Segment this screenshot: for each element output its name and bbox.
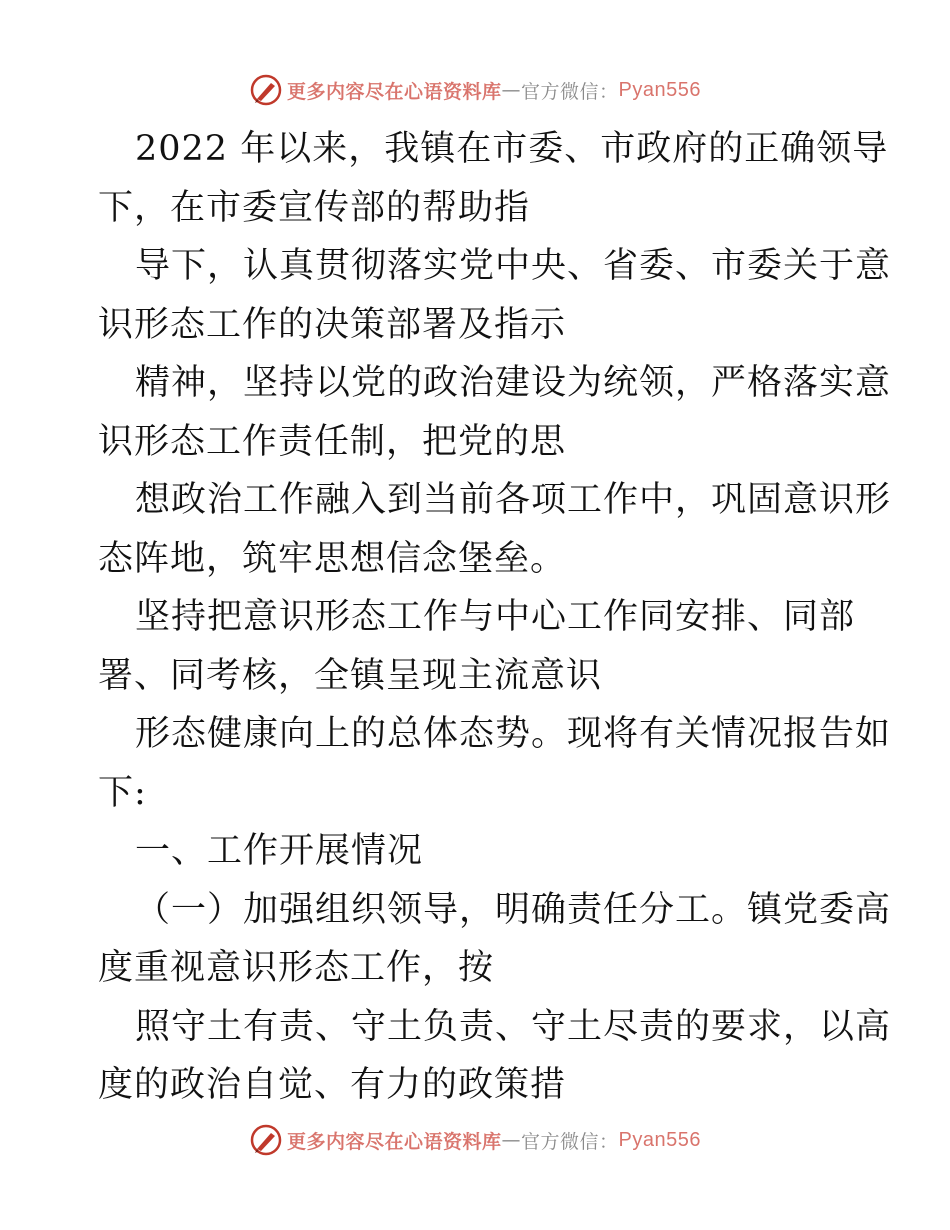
- banner-dash: —: [501, 79, 522, 101]
- header-watermark-banner: [0, 70, 950, 110]
- text-line: 照守土有责、守土负责、守土尽责的要求，以高: [135, 1006, 892, 1047]
- text-line: 一、工作开展情况: [135, 831, 424, 871]
- text-line: 度重视意识形态工作，按: [98, 948, 495, 988]
- text-line: 识形态工作责任制，把党的思: [98, 421, 567, 462]
- pen-logo-icon: [249, 1123, 283, 1157]
- text-line: 精神，坚持以党的政治建设为统领，严格落实意: [135, 363, 892, 403]
- text-line: 态阵地，筑牢思想信念堡垒。: [98, 538, 567, 579]
- text-line: 署、同考核，全镇呈现主流意识: [98, 655, 603, 696]
- text-line: 导下，认真贯彻落实党中央、省委、市委关于意: [135, 246, 892, 286]
- text-line: 度的政治自觉、有力的政策措: [98, 1065, 567, 1105]
- text-line: 识形态工作的决策部署及指示: [98, 304, 567, 345]
- text-line: 下:: [98, 772, 147, 813]
- footer-watermark-banner: [0, 1120, 950, 1160]
- text-line: 2022 年以来，我镇在市委、市政府的正确领导: [135, 129, 889, 169]
- document-body: [98, 120, 892, 1115]
- wechat-label: 官方微信：: [521, 80, 619, 103]
- brand-text: 更多内容尽在心语资料库: [287, 80, 502, 103]
- wechat-id: Pyan556: [618, 1128, 701, 1151]
- pen-logo-icon: [249, 73, 283, 107]
- wechat-id: Pyan556: [618, 78, 701, 101]
- text-line: 想政治工作融入到当前各项工作中，巩固意识形: [135, 480, 892, 520]
- text-line: 坚持把意识形态工作与中心工作同安排、同部: [135, 597, 856, 637]
- banner-dash: —: [501, 1129, 522, 1151]
- brand-text: 更多内容尽在心语资料库: [287, 1130, 502, 1153]
- text-line: （一）加强组织领导，明确责任分工。镇党委高: [135, 889, 892, 930]
- text-line: 下，在市委宣传部的帮助指: [98, 187, 531, 228]
- wechat-label: 官方微信：: [521, 1130, 619, 1153]
- text-line: 形态健康向上的总体态势。现将有关情况报告如: [135, 714, 892, 754]
